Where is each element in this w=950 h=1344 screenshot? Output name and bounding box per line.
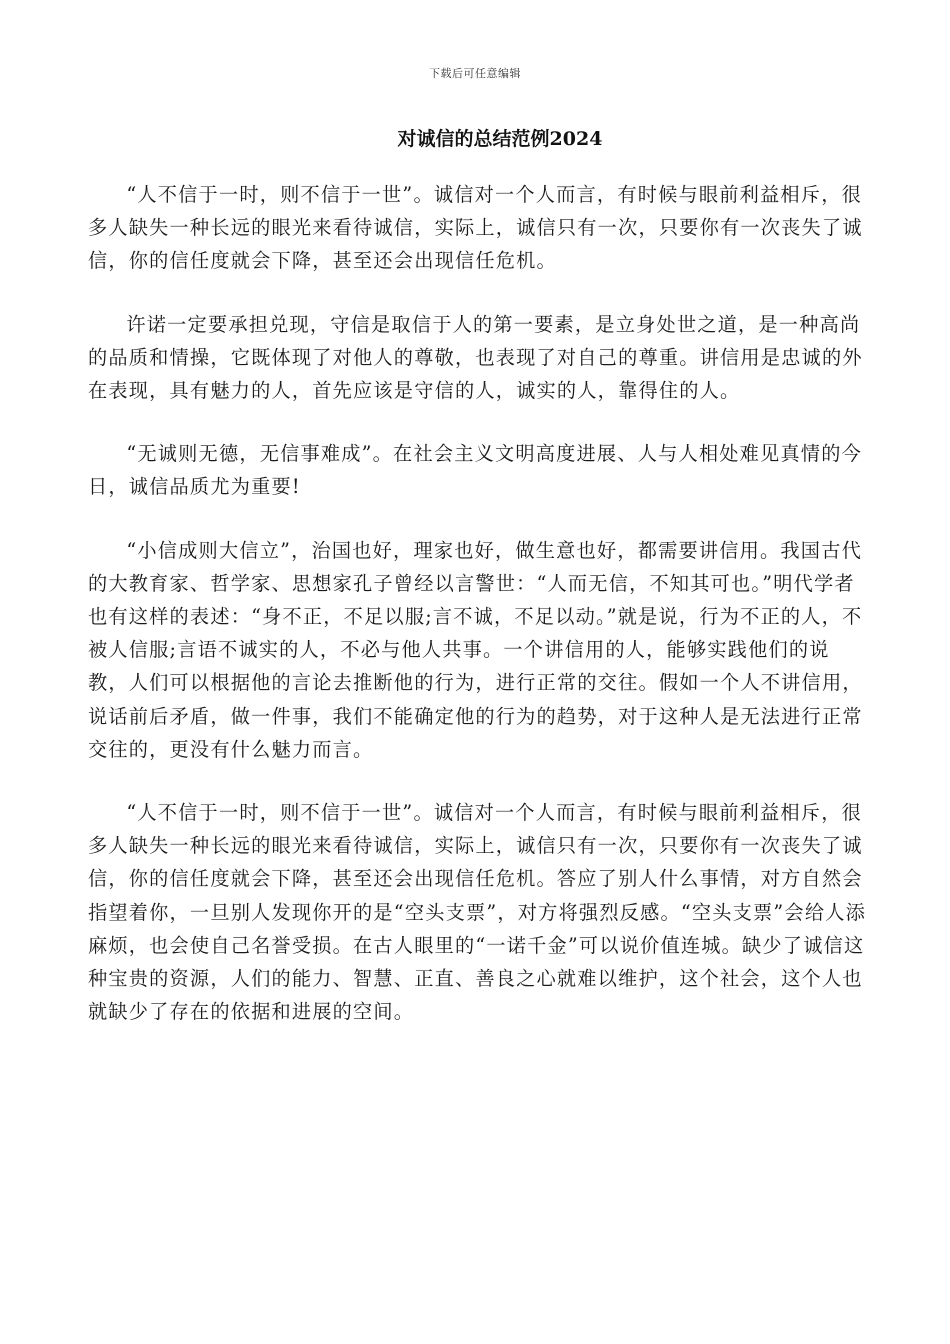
paragraph-4: “小信成则大信立”，治国也好，理家也好，做生意也好，都需要讲信用。我国古代的大教育家、哲学家、思想家孔子曾经以言警世：“人而无信，不知其可也。”明代学者也有这样的表述：“身不正，不足以服;言不诚，不足以动。”就是说，行为不正的人，不被人信服;言语不诚实的人，不必与他人共事。一个讲信用的人，能够实践他们的说教，人们可以根据他的言论去推断他的行为，进行正常的交往。假如一个人不讲信用，说话前后矛盾，做一件事，我们不能确定他的行为的趋势，对于这种人是无法进行正常交往的，更没有什么魅力而言。 — [88, 538, 863, 761]
paragraph-2: 许诺一定要承担兑现，守信是取信于人的第一要素，是立身处世之道，是一种高尚的品质和情操，它既体现了对他人的尊敬，也表现了对自己的尊重。讲信用是忠诚的外在表现，具有魅力的人，首先应该是守信的人，诚实的人，靠得住的人。 — [88, 312, 863, 403]
paragraph-3: “无诚则无德，无信事难成”。在社会主义文明高度进展、人与人相处难见真情的今日，诚信品质尤为重要! — [88, 442, 862, 499]
header-note: 下载后可任意编辑 — [429, 67, 521, 80]
paragraph-1: “人不信于一时，则不信于一世”。诚信对一个人而言，有时候与眼前利益相斥，很多人缺失一种长远的眼光来看待诚信，实际上，诚信只有一次，只要你有一次丧失了诚信，你的信任度就会下降，甚至还会出现信任危机。 — [88, 183, 863, 273]
paragraph-5: “人不信于一时，则不信于一世”。诚信对一个人而言，有时候与眼前利益相斥，很多人缺失一种长远的眼光来看待诚信，实际上，诚信只有一次，只要你有一次丧失了诚信，你的信任度就会下降，甚至还会出现信任危机。答应了别人什么事情，对方自然会指望着你，一旦别人发现你开的是“空头支票”，对方将强烈反感。“空头支票”会给人添麻烦，也会使自己名誉受损。在古人眼里的“一诺千金”可以说价值连城。缺少了诚信这种宝贵的资源，人们的能力、智慧、正直、善良之心就难以维护，这个社会，这个人也就缺少了存在的依据和进展的空间。 — [88, 801, 866, 1024]
document-title: 对诚信的总结范例2024 — [397, 128, 603, 150]
document-body — [88, 178, 870, 1058]
